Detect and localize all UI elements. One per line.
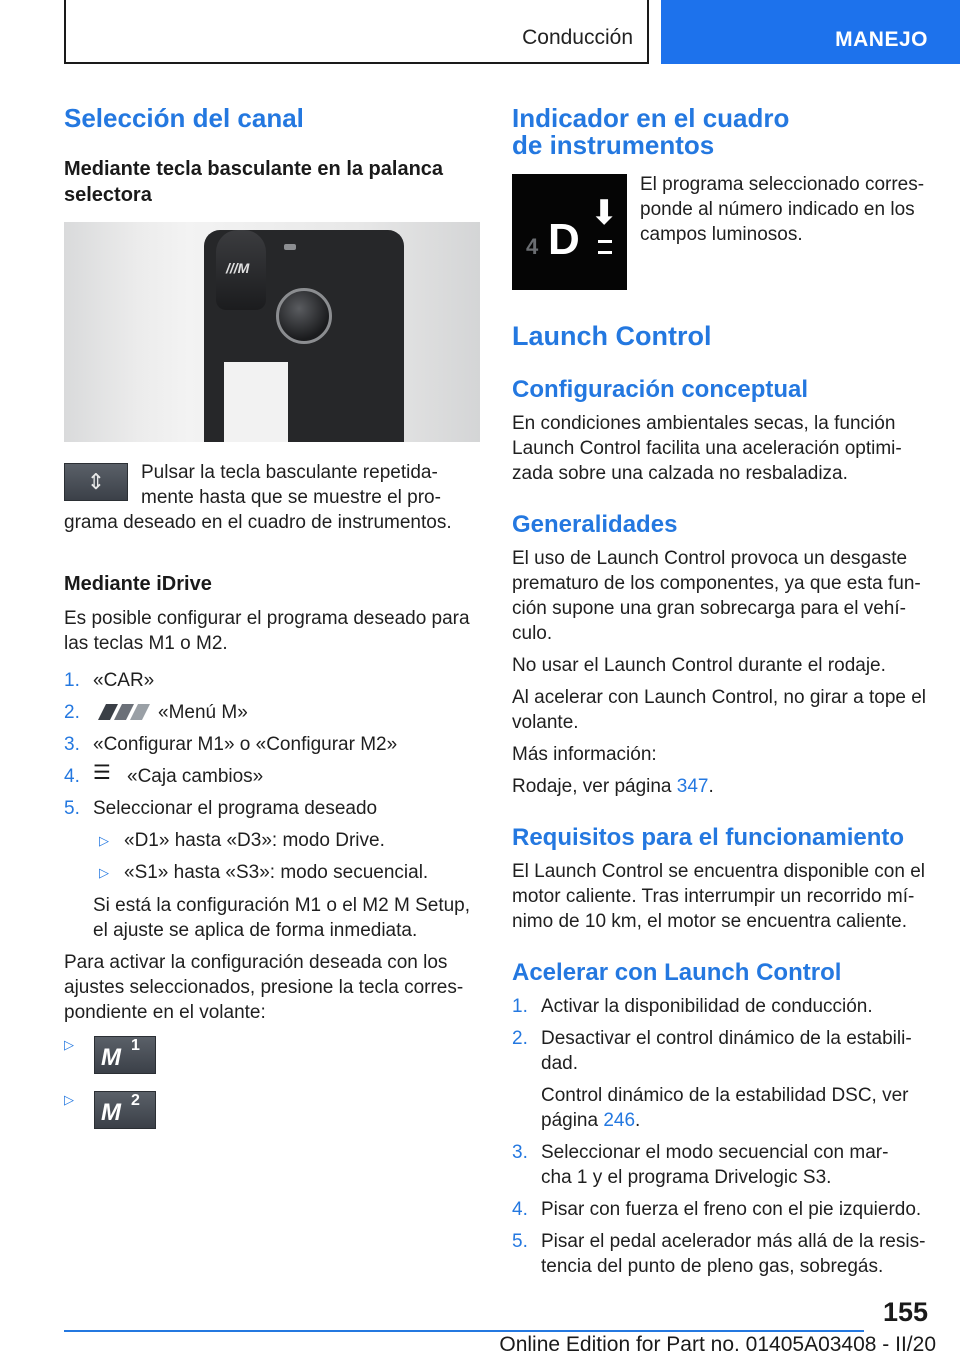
requirements-title: Requisitos para el funcionamiento — [512, 824, 905, 851]
footer-divider — [64, 1330, 864, 1332]
general-line-1: El uso de Launch Control provoca un desgaste — [512, 548, 908, 569]
subtitle-rocker: Mediante tecla basculante en la palanca — [64, 158, 444, 180]
step-text: «CAR» — [93, 670, 155, 691]
accel-step-number: 3. — [512, 1142, 528, 1163]
step-number: 2. — [64, 702, 80, 723]
requirements-line-2: motor caliente. Tras interrumpir un recorrido mí‐ — [512, 886, 915, 907]
requirements-line-3: nimo de 10 km, el motor se encuentra caliente. — [512, 911, 907, 932]
note-line-2: el ajuste se aplica de forma inmediata. — [93, 920, 418, 941]
bullet-triangle-icon: ▷ — [99, 865, 109, 880]
general-line-4: culo. — [512, 623, 553, 644]
gearbox-icon: ☰ — [93, 762, 111, 784]
rocker-text-line-1: Pulsar la tecla basculante repetida‐ — [141, 462, 438, 483]
general-line-3: ción supone una gran sobrecarga para el vehí‐ — [512, 598, 906, 619]
m-stripes-icon — [98, 704, 156, 720]
bullet-text: «D1» hasta «D3»: modo Drive. — [124, 830, 385, 851]
indicator-text-3: campos luminosos. — [640, 224, 803, 245]
requirements-line-1: El Launch Control se encuentra disponible con el — [512, 861, 925, 882]
step-number: 5. — [64, 798, 80, 819]
general-line-7: volante. — [512, 712, 579, 733]
level-bars-icon — [598, 240, 612, 254]
rocker-text-line-2: mente hasta que se muestre el pro‐ — [141, 487, 441, 508]
general-title: Generalidades — [512, 511, 678, 538]
bullet-text: «S1» hasta «S3»: modo secuencial. — [124, 862, 429, 883]
down-arrow-icon: ⬇ — [590, 194, 619, 232]
accel-step-text: Pisar el pedal acelerador más allá de la resis‐ — [541, 1231, 926, 1252]
dsc-line-1: Control dinámico de la estabilidad DSC, ver — [541, 1085, 909, 1106]
general-line-9: Rodaje, ver página 347. — [512, 776, 714, 797]
selector-lever-photo — [64, 222, 480, 442]
accel-step-number: 4. — [512, 1199, 528, 1220]
selector-lever — [216, 230, 266, 310]
gear-indicator-display — [512, 174, 627, 290]
subtitle-idrive: Mediante iDrive — [64, 573, 212, 595]
idrive-text-line-2: las teclas M1 o M2. — [64, 633, 228, 654]
accel-step-number: 2. — [512, 1028, 528, 1049]
concept-title: Configuración conceptual — [512, 376, 809, 403]
m1-button-icon: M 1 — [94, 1036, 156, 1074]
indicator-program-number: 4 — [526, 234, 539, 259]
activate-line-3: pondiente en el volante: — [64, 1002, 266, 1023]
step-text: «Configurar M1» o «Configurar M2» — [93, 734, 398, 755]
accel-step-number: 1. — [512, 996, 528, 1017]
page-link-347[interactable]: 347 — [676, 776, 709, 797]
launch-control-title: Launch Control — [512, 321, 712, 351]
subtitle-rocker-cont: selectora — [64, 184, 152, 206]
console-button — [284, 244, 296, 250]
step-text: Seleccionar el programa deseado — [93, 798, 378, 819]
step-number: 1. — [64, 670, 80, 691]
step-number: 4. — [64, 766, 80, 787]
activate-line-2: ajustes seleccionados, presione la tecla corres‐ — [64, 977, 464, 998]
section-title-channel: Selección del canal — [64, 103, 304, 133]
note-line-1: Si está la configuración M1 o el M2 M Setup, — [93, 895, 471, 916]
page-number: 155 — [882, 1297, 928, 1327]
page-link-246[interactable]: 246 — [603, 1110, 636, 1131]
accel-step-text-cont: cha 1 y el programa Drivelogic S3. — [541, 1167, 832, 1188]
section-title-indicator-2: de instrumentos — [512, 130, 715, 160]
bullet-triangle-icon: ▷ — [99, 833, 109, 848]
general-line-5: No usar el Launch Control durante el rodaje. — [512, 655, 886, 676]
general-line-8: Más información: — [512, 744, 657, 765]
bullet-triangle-icon: ▷ — [64, 1092, 74, 1107]
footer-edition: Online Edition for Part no. 01405A03408 - II/20 — [499, 1333, 936, 1356]
activate-line-1: Para activar la configuración deseada con los — [64, 952, 448, 973]
step-number: 3. — [64, 734, 80, 755]
idrive-text-line-1: Es posible configurar el programa deseado para — [64, 608, 470, 629]
indicator-drive-letter: D — [548, 215, 580, 264]
concept-line-1: En condiciones ambientales secas, la función — [512, 413, 896, 434]
section-title-indicator-1: Indicador en el cuadro — [512, 103, 790, 133]
accel-step-text: Activar la disponibilidad de conducción. — [541, 996, 873, 1017]
general-line-6: Al acelerar con Launch Control, no girar a tope el — [512, 687, 927, 708]
accelerate-title: Acelerar con Launch Control — [512, 959, 842, 986]
header-chapter-tab[interactable] — [661, 0, 960, 64]
accel-step-text-cont: dad. — [541, 1053, 578, 1074]
console-panel — [224, 362, 288, 442]
rocker-text-line-3: grama deseado en el cuadro de instrumentos. — [64, 512, 452, 533]
indicator-text-1: El programa seleccionado corres‐ — [640, 174, 925, 195]
dsc-line-2: página 246. — [541, 1110, 641, 1131]
accel-step-text: Desactivar el control dinámico de la estabili‐ — [541, 1028, 912, 1049]
step-text: «Menú M» — [158, 702, 248, 723]
m-logo: ///M — [226, 260, 250, 276]
concept-line-3: zada sobre una calzada no resbaladiza. — [512, 463, 848, 484]
concept-line-2: Launch Control facilita una aceleración optimi‐ — [512, 438, 902, 459]
rocker-switch-icon: ⇕ — [64, 463, 128, 501]
indicator-text-2: ponde al número indicado en los — [640, 199, 915, 220]
accel-step-text: Pisar con fuerza el freno con el pie izquierdo. — [541, 1199, 922, 1220]
header-section-box — [64, 0, 649, 64]
accel-step-number: 5. — [512, 1231, 528, 1252]
bullet-triangle-icon: ▷ — [64, 1037, 74, 1052]
m2-button-icon: M 2 — [94, 1091, 156, 1129]
idrive-controller — [276, 288, 332, 344]
header-section-title: Conducción — [522, 26, 633, 49]
header-chapter-title: MANEJO — [835, 28, 928, 51]
accel-step-text: Seleccionar el modo secuencial con mar‐ — [541, 1142, 889, 1163]
step-text: «Caja cambios» — [127, 766, 264, 787]
accel-step-text-cont: tencia del punto de pleno gas, sobregás. — [541, 1256, 884, 1277]
general-line-2: prematuro de los componentes, ya que esta fun‐ — [512, 573, 921, 594]
